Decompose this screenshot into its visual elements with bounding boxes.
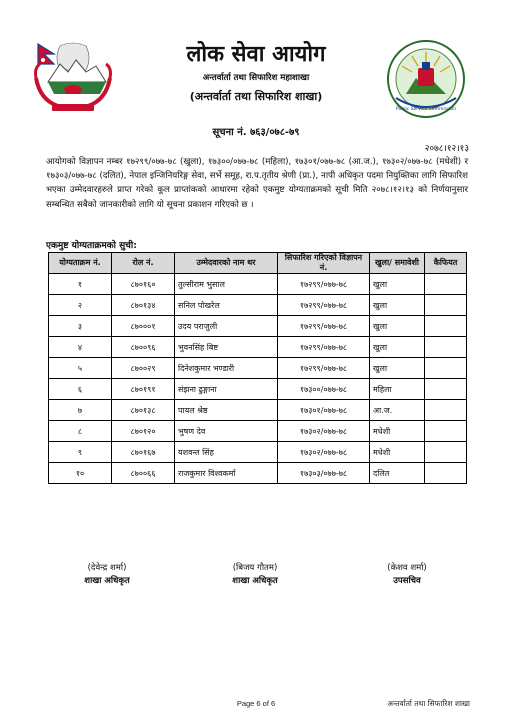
cell-roll-no: ८७०१६० — [112, 274, 175, 295]
cell-roll-no: ८७००९६ — [112, 337, 175, 358]
signature-block-3 — [352, 562, 462, 588]
signatory-title: शाखा अधिकृत — [84, 576, 130, 586]
cell-advertisement-no: १७३००/०७७-७८ — [278, 379, 370, 400]
table-row — [49, 274, 467, 295]
cell-category: खुला — [370, 316, 425, 337]
cell-roll-no: ८७००६६ — [112, 463, 175, 484]
cell-category: खुला — [370, 274, 425, 295]
cell-category: खुला — [370, 358, 425, 379]
cell-advertisement-no: १७३०३/०७७-७८ — [278, 463, 370, 484]
column-header-roll-no: रोल नं. — [112, 253, 175, 274]
table-row — [49, 295, 467, 316]
svg-text:Public Service Commission: Public Service Commission — [395, 107, 457, 112]
footer-section-name: अन्तर्वार्ता तथा सिफारिश शाखा — [387, 699, 470, 708]
cell-roll-no: ८७०१२० — [112, 421, 175, 442]
cell-rank: १ — [49, 274, 112, 295]
cell-rank: ४ — [49, 337, 112, 358]
cell-advertisement-no: १७२९९/०७७-७८ — [278, 337, 370, 358]
cell-candidate-name: भुषण देव — [175, 421, 278, 442]
list-title: एकमुष्ट योग्यताक्रमको सुची: — [46, 241, 137, 251]
cell-rank: ३ — [49, 316, 112, 337]
cell-candidate-name: तुल्सीराम भुसाल — [175, 274, 278, 295]
cell-category: मधेशी — [370, 442, 425, 463]
cell-advertisement-no: १७२९९/०७७-७८ — [278, 316, 370, 337]
cell-rank: २ — [49, 295, 112, 316]
table-row — [49, 400, 467, 421]
page-number: Page 6 of 6 — [236, 699, 276, 708]
signatory-title: उपसचिव — [393, 576, 421, 586]
section-title: (अन्तर्वार्ता तथा सिफारिश शाखा) — [189, 90, 323, 103]
column-header-rank: योग्यताक्रम नं. — [49, 253, 112, 274]
table-row — [49, 379, 467, 400]
cell-rank: ७ — [49, 400, 112, 421]
cell-rank: ६ — [49, 379, 112, 400]
cell-roll-no: ८७००२९ — [112, 358, 175, 379]
column-header-candidate-name: उम्मेदवारको नाम थर — [175, 253, 278, 274]
column-header-advertisement-no: सिफारिश गरिएको विज्ञापन नं. — [278, 253, 370, 274]
cell-advertisement-no: १७३०२/०७७-७८ — [278, 421, 370, 442]
signatory-name: (केशव शर्मा) — [387, 563, 427, 573]
cell-remarks — [425, 358, 467, 379]
notice-number: सूचना नं. ७६३/०७८-७९ — [212, 127, 300, 138]
signatory-name: (देवेन्द्र शर्मा) — [87, 563, 127, 573]
cell-roll-no: ८७०१३४ — [112, 295, 175, 316]
cell-category: दलित — [370, 463, 425, 484]
notice-body: आयोगको विज्ञापन नम्बर १७२९९/०७७-७८ (खुला), १७३००/०७७-७८ (महिला), १७३०१/०७७-७८ (आ.ज.), १७३०२/०७७-७८ (मधेशी) र १७३०३/०७७-७८ (दलित), नेपाल इन्जिनियरिङ्ग सेवा, सर्भे समूह, रा.प.तृतीय श्रेणी (प्रा.), नापी अधिकृत पदमा नियुक्तिका लागि सिफारिश भएका उम्मेदवारहरुले प्राप्त गरेको कूल प्राप्तांकको आधारमा रहेको एकमुष्ट योग्यताक्रमको सूची मिति २०७८।१२।१३ को निर्णयानुसार सम्बन्धित सबैको जानकारीको लागि यो सूचना प्रकाशन गरिएको छ । — [46, 157, 468, 210]
notice-date: २०७८।१२।१३ — [424, 144, 469, 154]
column-header-remarks: कैफियत — [425, 253, 467, 274]
cell-candidate-name: भुवनसिंह बिष्ट — [175, 337, 278, 358]
cell-candidate-name: सनिल पोखरेल — [175, 295, 278, 316]
cell-roll-no: ८७०१६७ — [112, 442, 175, 463]
cell-remarks — [425, 274, 467, 295]
cell-roll-no: ८७०१३८ — [112, 400, 175, 421]
cell-rank: ९ — [49, 442, 112, 463]
cell-remarks — [425, 316, 467, 337]
column-header-category: खुला/ समावेशी — [370, 253, 425, 274]
signature-block-2 — [200, 562, 310, 588]
cell-remarks — [425, 442, 467, 463]
cell-rank: ८ — [49, 421, 112, 442]
cell-candidate-name: यशवन्त सिंह — [175, 442, 278, 463]
cell-remarks — [425, 421, 467, 442]
cell-advertisement-no: १७२९९/०७७-७८ — [278, 274, 370, 295]
cell-remarks — [425, 295, 467, 316]
cell-rank: ५ — [49, 358, 112, 379]
table-body — [49, 274, 467, 484]
signatory-title: शाखा अधिकृत — [232, 576, 278, 586]
cell-category: मधेशी — [370, 421, 425, 442]
table-row — [49, 358, 467, 379]
cell-rank: १० — [49, 463, 112, 484]
cell-candidate-name: राजकुमार विश्वकर्मा — [175, 463, 278, 484]
cell-roll-no: ८७०००१ — [112, 316, 175, 337]
table-row — [49, 463, 467, 484]
cell-roll-no: ८७०१९१ — [112, 379, 175, 400]
cell-advertisement-no: १७२९९/०७७-७८ — [278, 358, 370, 379]
cell-advertisement-no: १७२९९/०७७-७८ — [278, 295, 370, 316]
cell-candidate-name: पायल श्रेष्ठ — [175, 400, 278, 421]
table-row — [49, 316, 467, 337]
cell-remarks — [425, 400, 467, 421]
table-row — [49, 442, 467, 463]
cell-category: महिला — [370, 379, 425, 400]
cell-advertisement-no: १७३०१/०७७-७८ — [278, 400, 370, 421]
organization-title: लोक सेवा आयोग — [186, 42, 326, 67]
table-row — [49, 421, 467, 442]
division-title: अन्तर्वार्ता तथा सिफारिश महाशाखा — [202, 73, 310, 83]
cell-advertisement-no: १७३०२/०७७-७८ — [278, 442, 370, 463]
cell-candidate-name: उदय पराजुली — [175, 316, 278, 337]
cell-candidate-name: दिनेशकुमार भण्डारी — [175, 358, 278, 379]
table-header-row — [49, 253, 467, 274]
cell-candidate-name: संझना ढुङ्गाना — [175, 379, 278, 400]
merit-list-table — [48, 252, 467, 484]
cell-category: खुला — [370, 295, 425, 316]
signature-block-1 — [52, 562, 162, 588]
cell-remarks — [425, 379, 467, 400]
cell-category: खुला — [370, 337, 425, 358]
cell-category: आ.ज. — [370, 400, 425, 421]
cell-remarks — [425, 337, 467, 358]
table-row — [49, 337, 467, 358]
signatory-name: (बिजय गौतम) — [232, 563, 278, 573]
cell-remarks — [425, 463, 467, 484]
